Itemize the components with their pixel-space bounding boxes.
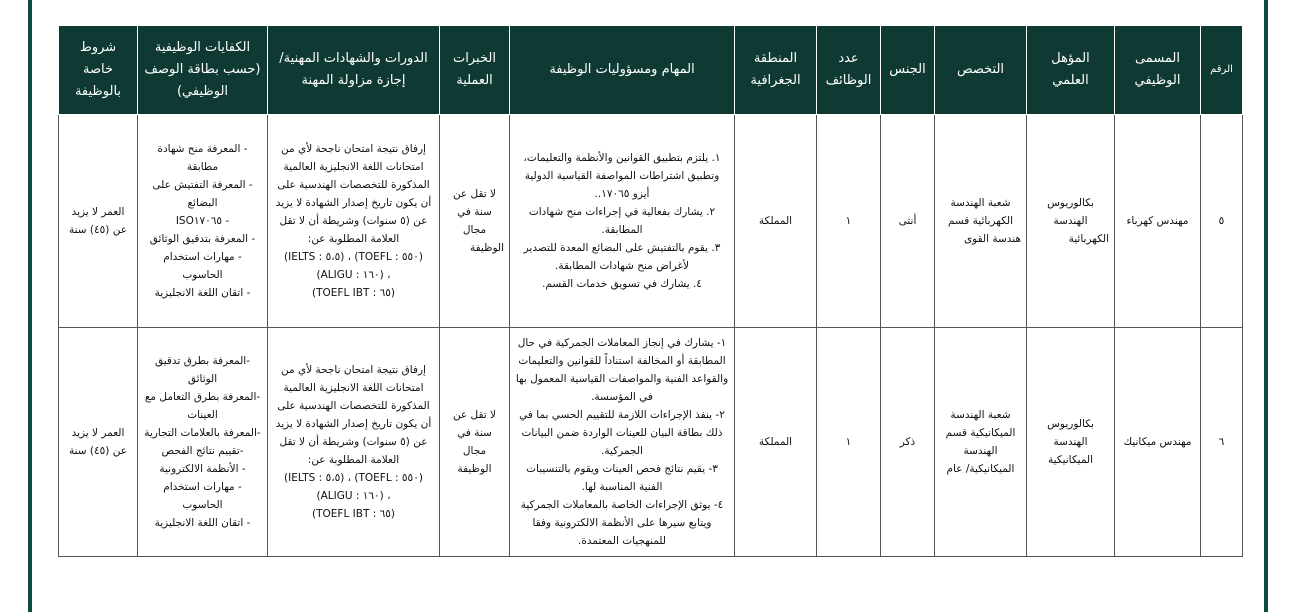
row-num: ٦: [1201, 328, 1243, 557]
job-count: ١: [817, 328, 881, 557]
score-line: (IELTS : ٥،٥) ، (TOEFL : ٥٥٠): [284, 251, 423, 264]
skill-item: - مهارات استخدام الحاسوب: [163, 481, 242, 512]
courses-text: إرفاق نتيجة امتحان ناجحة لأي من امتحانات اللغة الانجليزية العالمية المذكورة للتخصصات الهندسية على أن يكون تاريخ إصدار الشهادة لا يزيد عن (٥ سنوات) وشريطة أن لا تقل العلامة المطلوبة عن:: [275, 143, 432, 246]
skill-item: -تقييم نتائج الفحص: [161, 445, 244, 458]
skill-item: -المعرفة بطرق تدقيق الوثائق: [154, 355, 250, 386]
gender: ذكر: [881, 328, 935, 557]
header-courses: الدورات والشهادات المهنية/إجازة مزاولة المهنة: [268, 26, 440, 115]
gender: أنثى: [881, 115, 935, 328]
region: المملكة: [735, 115, 817, 328]
duty-item: ٢- ينفذ الإجراءات اللازمة للتقييم الحسي بما في ذلك بطاقة البيان للعينات الواردة ضمن البيانات الجمركية.: [519, 409, 725, 458]
page-frame-right: [1264, 0, 1268, 612]
skill-item: - مهارات استخدام الحاسوب: [163, 251, 242, 282]
job-count: ١: [817, 115, 881, 328]
duty-item: ٢. يشارك بفعالية في إجراءات منح شهادات المطابقة.: [528, 206, 716, 237]
header-row: [59, 26, 1243, 115]
header-experience: الخبرات العملية: [440, 26, 510, 115]
job-title: مهندس كهرباء: [1115, 115, 1201, 328]
experience: لا تقل عن سنة في مجال الوظيفة: [440, 328, 510, 557]
courses-text: إرفاق نتيجة امتحان ناجحة لأي من امتحانات اللغة الانجليزية العالمية المذكورة للتخصصات الهندسية على أن يكون تاريخ إصدار الشهادة لا يزيد عن (٥ سنوات) وشريطة أن لا تقل العلامة المطلوبة عن:: [275, 364, 432, 467]
score-line: (ALIGU : ١٦٠) ،: [316, 269, 391, 282]
skills-cell: [138, 328, 268, 557]
jobs-table: [58, 25, 1243, 557]
skill-item: - المعرفة التفتيش على البضائع: [152, 179, 253, 210]
header-gender: الجنس: [881, 26, 935, 115]
duty-item: ٤- يوثق الإجراءات الخاصة بالمعاملات الجمركية ويتابع سيرها على الأنظمة الالكترونية وفقا للمنهجيات المعتمدة.: [520, 499, 724, 548]
skill-item: - المعرفة بتدقيق الوثائق: [149, 233, 256, 246]
courses-cell: [268, 115, 440, 328]
courses-cell: [268, 328, 440, 557]
header-count: عدد الوظائف: [817, 26, 881, 115]
header-qualification: المؤهل العلمي: [1027, 26, 1115, 115]
score-line: (TOEFL IBT : ٦٥): [312, 508, 395, 521]
header-region: المنطقة الجغرافية: [735, 26, 817, 115]
page-frame-left: [28, 0, 32, 612]
job-title: مهندس ميكانيك: [1115, 328, 1201, 557]
skill-item: -المعرفة بالعلامات التجارية: [144, 427, 261, 440]
header-specialization: التخصص: [935, 26, 1027, 115]
header-conditions: شروط خاصة بالوظيفة: [59, 26, 138, 115]
specialization: شعبة الهندسة الكهربائية قسم هندسة القوى: [935, 115, 1027, 328]
skill-item: - الأنظمة الالكترونية: [159, 463, 246, 476]
duties-cell: [510, 115, 735, 328]
header-skills: الكفايات الوظيفية (حسب بطاقة الوصف الوظيفي): [138, 26, 268, 115]
duties-cell: [510, 328, 735, 557]
special-conditions: العمر لا يزيد عن (٤٥) سنة: [59, 328, 138, 557]
score-line: (ALIGU : ١٦٠) ،: [316, 490, 391, 503]
special-conditions: العمر لا يزيد عن (٤٥) سنة: [59, 115, 138, 328]
region: المملكة: [735, 328, 817, 557]
skill-item: - اتقان اللغة الانجليزية: [154, 287, 251, 300]
header-title: المسمى الوظيفي: [1115, 26, 1201, 115]
skills-cell: [138, 115, 268, 328]
skill-item: -المعرفة بطرق التعامل مع العينات: [144, 391, 261, 422]
skill-item: - المعرفة منح شهادة مطابقة: [157, 143, 248, 174]
skill-item: - اتقان اللغة الانجليزية: [154, 517, 251, 530]
duty-item: ١. يلتزم بتطبيق القوانين والأنظمة والتعليمات، وتطبيق اشتراطات المواصفة القياسية الدولية أيزو ١٧٠٦٥..: [523, 152, 721, 201]
score-line: (TOEFL IBT : ٦٥): [312, 287, 395, 300]
specialization: شعبة الهندسة الميكانيكية قسم الهندسة الميكانيكية/ عام: [935, 328, 1027, 557]
duty-item: ٣- يقيم نتائج فحص العينات ويقوم بالتنسيبات الفنية المناسبة لها.: [526, 463, 718, 494]
duty-item: ٣. يقوم بالتفتيش على البضائع المعدة للتصدير لأغراض منح شهادات المطابقة.: [523, 242, 721, 273]
table-row: [59, 328, 1243, 557]
score-line: (IELTS : ٥،٥) ، (TOEFL : ٥٥٠): [284, 472, 423, 485]
skill-item: - ISO١٧٠٦٥: [175, 215, 230, 228]
qualification: بكالوريوس الهندسة الميكانيكية: [1027, 328, 1115, 557]
experience: لا تقل عن سنة في مجال الوظيفة: [440, 115, 510, 328]
row-num: ٥: [1201, 115, 1243, 328]
duty-item: ١- يشارك في إنجاز المعاملات الجمركية في حال المطابقة أو المخالفة استناداً للقوانين والتعليمات والقواعد الفنية والمواصفات القياسية المعمول بها في المؤسسة.: [515, 337, 729, 404]
duty-item: ٤. يشارك في تسويق خدمات القسم.: [542, 278, 702, 291]
qualification: بكالوريوس الهندسة الكهربائية: [1027, 115, 1115, 328]
table-row: [59, 115, 1243, 328]
header-duties: المهام ومسؤوليات الوظيفة: [510, 26, 735, 115]
header-num: الرقم: [1201, 26, 1243, 115]
